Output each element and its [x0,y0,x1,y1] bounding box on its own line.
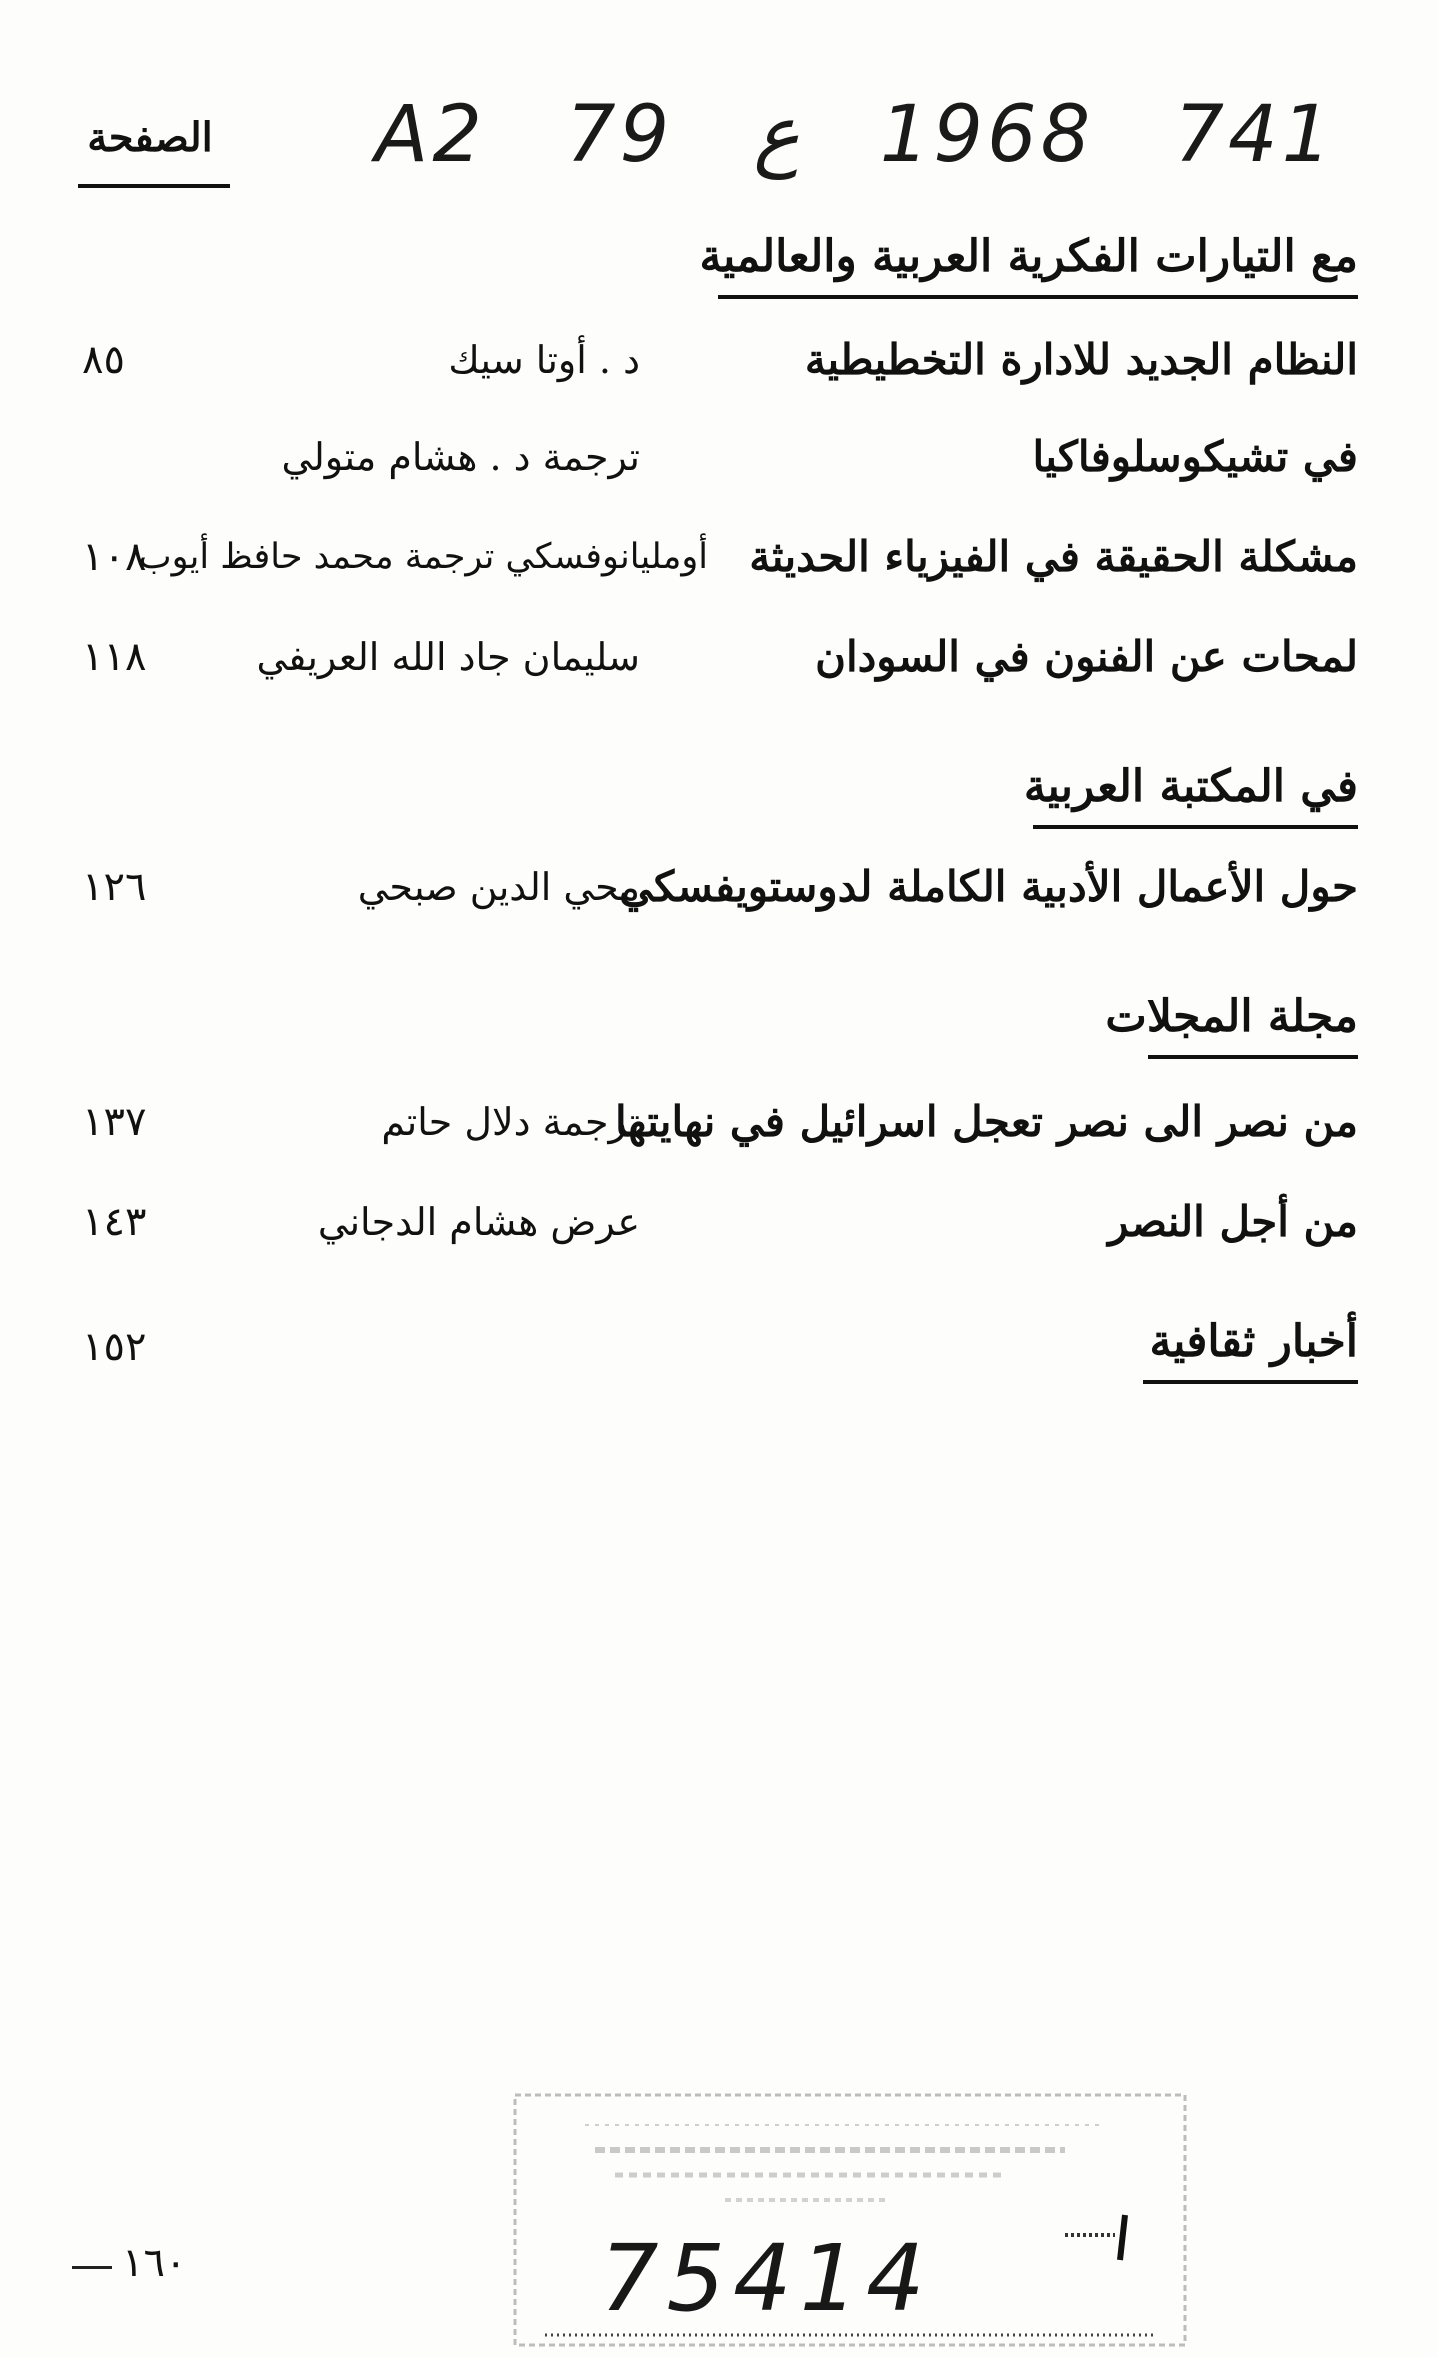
entry-page-number: ١٢٦ [82,864,147,910]
entry-page-number: ٨٥ [82,337,125,383]
toc-entry [70,855,1358,925]
section-heading: مع التيارات الفكرية العربية والعالمية [718,225,1358,289]
library-stamp [505,2085,1195,2355]
entry-title: في تشيكوسلوفاكيا [1032,432,1358,481]
news-heading: أخبار ثقافية [1143,1310,1358,1374]
entry-title: لمحات عن الفنون في السودان [815,632,1358,681]
section-heading: مجلة المجلات [1148,985,1358,1049]
entry-page-number: ١٣٧ [82,1099,147,1145]
toc-entry [70,525,1358,595]
page-column-label: الصفحة [70,110,230,190]
news-page-number: ١٥٢ [82,1324,147,1370]
stamp-handwritten-number: 75414 [600,2225,933,2332]
entry-author: د . أوتا سيك [448,338,640,382]
entry-title: من نصر الى نصر تعجل اسرائيل في نهايتها [614,1097,1358,1146]
code-part: ع [753,90,800,180]
entry-author: أومليانوفسكي ترجمة محمد حافظ أيوب [138,537,708,577]
toc-entry [70,1090,1358,1160]
heading-underline [1033,825,1358,829]
code-part: 79 [565,90,674,180]
handwritten-catalog-code [375,70,1365,180]
code-part: 741 [1174,90,1336,180]
code-part: 1968 [879,90,1095,180]
entry-author: سليمان جاد الله العريفي [256,635,640,679]
toc-entry [70,625,1358,695]
entry-author: عرض هشام الدجاني [317,1200,640,1244]
code-part: A2 [375,90,486,180]
entry-page-number: ١١٨ [82,634,147,680]
footer-page-number: ١٦٠ [122,2240,187,2286]
entry-title: النظام الجديد للادارة التخطيطية [804,335,1358,384]
entry-page-number: ١٤٣ [82,1199,147,1245]
entry-author: ترجمة دلال حاتم [381,1100,640,1144]
heading-underline [1148,1055,1358,1059]
toc-entry [70,328,1358,398]
section-heading: في المكتبة العربية [1033,755,1358,819]
news-entry [70,1315,1358,1385]
toc-entry [70,1190,1358,1260]
entry-author: ترجمة د . هشام متولي [281,435,640,479]
entry-page-number: ١٠٨ [82,534,147,580]
entry-title: مشكلة الحقيقة في الفيزياء الحديثة [749,532,1358,581]
entry-title: حول الأعمال الأدبية الكاملة لدوستويفسكي [619,862,1358,911]
entry-author: محي الدين صبحي [357,865,640,909]
heading-underline [718,295,1358,299]
label-underline [78,184,230,188]
footer-dash [72,2266,112,2269]
entry-title: من أجل النصر [1108,1197,1358,1246]
toc-entry [70,425,1358,495]
